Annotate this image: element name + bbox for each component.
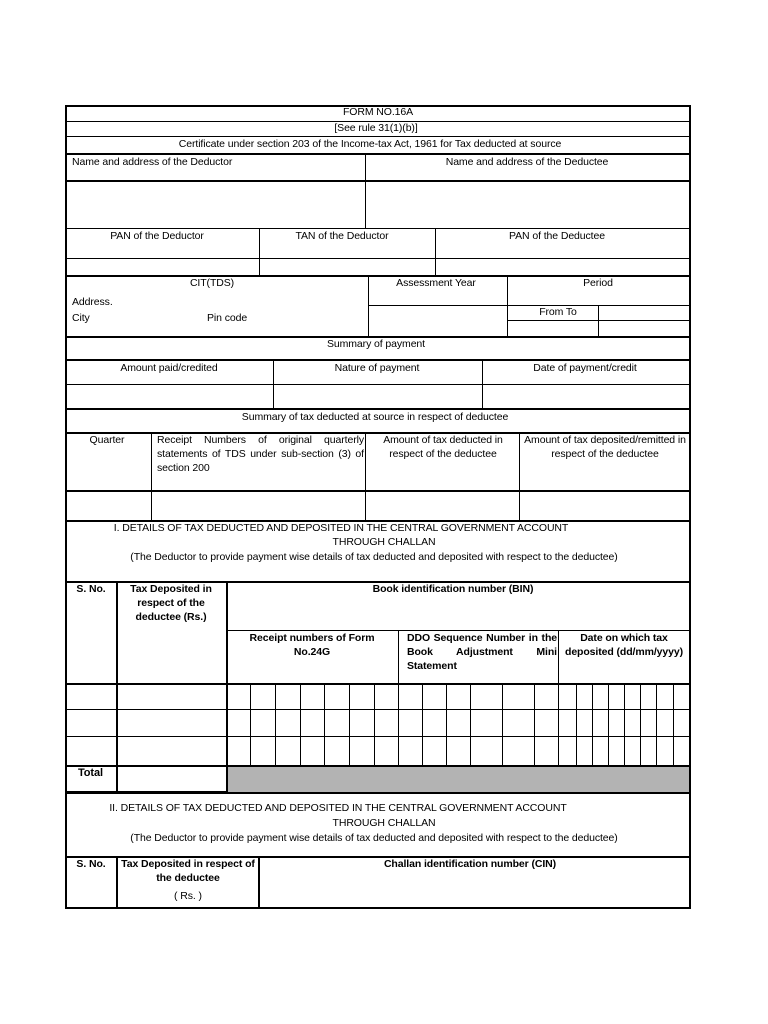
city-label: City xyxy=(72,312,90,324)
period-label: Period xyxy=(583,277,613,289)
quarter-header: Quarter xyxy=(89,434,125,446)
section2-tax-deposited-header: Tax Deposited in respect of the deductee xyxy=(121,858,255,884)
amount-deducted-header: Amount of tax deducted in respect of the deductee xyxy=(383,434,503,460)
form-rule: [See rule 31(1)(b)] xyxy=(334,122,418,134)
pan-deductor-label: PAN of the Deductor xyxy=(110,230,204,242)
receipt-24g-header: Receipt numbers of Form No.24G xyxy=(249,632,375,658)
section1-note: (The Deductor to provide payment wise details of tax deducted and deposited with respect to the deductee) xyxy=(130,551,618,563)
assessment-year-label: Assessment Year xyxy=(396,277,476,289)
section1-tax-deposited-header: Tax Deposited in respect of the deductee (Rs.) xyxy=(130,583,212,623)
form-title: FORM NO.16A xyxy=(342,106,414,118)
section1-heading-line2: THROUGH CHALLAN xyxy=(332,536,436,548)
tds-summary-heading: Summary of tax deducted at source in respect of deductee xyxy=(241,411,509,423)
date-deposited-header: Date on which tax deposited (dd/mm/yyyy) xyxy=(565,632,683,658)
nature-payment-header: Nature of payment xyxy=(334,362,420,374)
deductee-name-address-label: Name and address of the Deductee xyxy=(445,156,609,168)
total-row-shaded-area xyxy=(228,767,689,792)
section2-rs-label: ( Rs. ) xyxy=(174,890,202,902)
payment-summary-heading: Summary of payment xyxy=(327,338,425,350)
from-to-label: From To xyxy=(539,306,577,318)
bin-header: Book identification number (BIN) xyxy=(372,583,534,595)
ddo-sequence-header: DDO Sequence Number in the Book Adjustment Mini Statement xyxy=(407,632,557,672)
date-payment-header: Date of payment/credit xyxy=(533,362,637,374)
section1-heading-line1: I. DETAILS OF TAX DEDUCTED AND DEPOSITED IN THE CENTRAL GOVERNMENT ACCOUNT xyxy=(113,522,569,534)
address-label: Address. xyxy=(72,296,113,308)
section1-sno-header: S. No. xyxy=(76,583,106,595)
cit-tds-label: CIT(TDS) xyxy=(189,277,235,289)
certificate-title: Certificate under section 203 of the Income-tax Act, 1961 for Tax deducted at source xyxy=(178,138,562,150)
total-label: Total xyxy=(78,767,103,779)
pin-code-label: Pin code xyxy=(207,312,248,324)
receipt-numbers-header: Receipt Numbers of original quarterly statements of TDS under sub-section (3) of section 200 xyxy=(157,434,364,474)
tan-deductor-label: TAN of the Deductor xyxy=(295,230,389,242)
pan-deductee-label: PAN of the Deductee xyxy=(509,230,605,242)
section2-heading-line2: THROUGH CHALLAN xyxy=(332,817,436,829)
deductor-name-address-label: Name and address of the Deductor xyxy=(72,156,233,168)
section2-note: (The Deductor to provide payment wise details of tax deducted and deposited with respect to the deductee) xyxy=(130,832,618,844)
cin-header: Challan identification number (CIN) xyxy=(383,858,557,870)
section2-sno-header: S. No. xyxy=(76,858,106,870)
amount-paid-header: Amount paid/credited xyxy=(120,362,218,374)
section2-heading-line1: II. DETAILS OF TAX DEDUCTED AND DEPOSITED IN THE CENTRAL GOVERNMENT ACCOUNT xyxy=(109,802,567,814)
amount-deposited-header: Amount of tax deposited/remitted in respect of the deductee xyxy=(524,434,686,460)
